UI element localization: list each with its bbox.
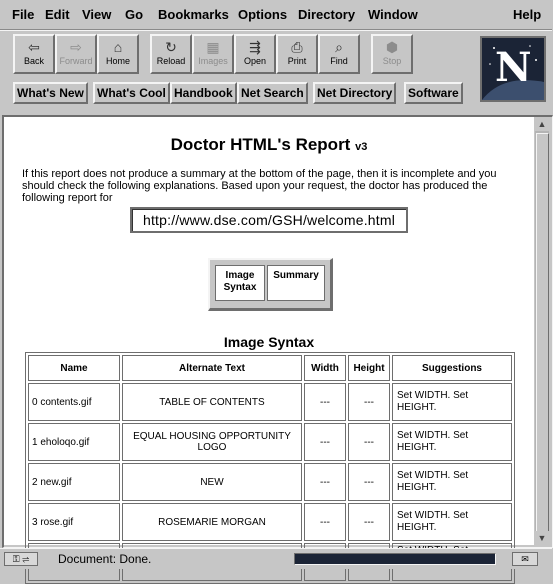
open-label: Open — [243, 56, 267, 66]
col-suggestions-header: Suggestions — [392, 355, 512, 381]
handbook-button[interactable]: Handbook — [170, 82, 237, 104]
cell-suggestions: Set WIDTH. Set HEIGHT. — [392, 383, 512, 421]
cell-alt: TABLE OF CONTENTS — [122, 383, 302, 421]
menu-window[interactable]: Window — [368, 7, 418, 22]
cell-height: --- — [348, 383, 390, 421]
vertical-scrollbar[interactable] — [535, 117, 549, 545]
menu-bar — [0, 0, 552, 30]
netscape-logo[interactable] — [480, 36, 546, 102]
nav-summary-link[interactable]: Summary — [267, 265, 325, 301]
table-row — [28, 383, 512, 421]
page-version: v3 — [355, 141, 368, 153]
menu-help[interactable]: Help — [513, 7, 542, 22]
whats-cool-button[interactable]: What's Cool — [93, 82, 170, 104]
report-nav — [208, 258, 333, 311]
back-label: Back — [23, 56, 44, 66]
stop-icon: ⬢ — [385, 39, 399, 55]
table-row — [28, 463, 512, 501]
home-button[interactable] — [97, 34, 139, 74]
table-row — [28, 503, 512, 541]
menu-edit[interactable]: Edit — [45, 7, 70, 22]
status-bar — [0, 548, 552, 569]
menu-file[interactable]: File — [12, 7, 35, 22]
menu-view[interactable]: View — [82, 7, 112, 22]
back-button[interactable] — [13, 34, 55, 74]
cell-alt: EQUAL HOUSING OPPORTUNITY LOGO — [122, 423, 302, 461]
reload-label: Reload — [156, 56, 186, 66]
stop-button[interactable] — [371, 34, 413, 74]
table-row — [28, 423, 512, 461]
home-icon: ⌂ — [113, 39, 123, 55]
cell-width: --- — [304, 383, 346, 421]
nav-image-syntax-link[interactable]: Image Syntax — [215, 265, 265, 301]
page-content — [4, 117, 534, 545]
reload-button[interactable] — [150, 34, 192, 74]
menu-go[interactable]: Go — [125, 7, 144, 22]
col-alt-header: Alternate Text — [122, 355, 302, 381]
page-title-text: Doctor HTML's Report — [170, 135, 351, 154]
find-label: Find — [330, 56, 348, 66]
menu-bookmarks[interactable]: Bookmarks — [158, 7, 229, 22]
page-title — [4, 135, 534, 155]
scroll-down-arrow-icon[interactable]: ▼ — [535, 531, 549, 545]
home-label: Home — [105, 56, 130, 66]
scroll-thumb[interactable] — [536, 133, 549, 545]
security-key-icon[interactable]: ⚿ ⇌ — [4, 552, 38, 566]
progress-fill — [295, 554, 495, 564]
images-icon: ▦ — [206, 39, 220, 55]
cell-height: --- — [348, 423, 390, 461]
images-button[interactable] — [192, 34, 234, 74]
net-search-button[interactable]: Net Search — [237, 82, 308, 104]
software-button[interactable]: Software — [404, 82, 463, 104]
reload-icon: ↻ — [165, 39, 177, 55]
cell-suggestions: Set WIDTH. Set HEIGHT. — [392, 463, 512, 501]
back-arrow-icon: ⇦ — [28, 39, 40, 55]
cell-width: --- — [304, 463, 346, 501]
cell-height: --- — [348, 463, 390, 501]
logo-letter: N — [495, 44, 532, 91]
cell-width: --- — [304, 423, 346, 461]
images-label: Images — [198, 56, 228, 66]
cell-name: 0 contents.gif — [28, 383, 120, 421]
whats-new-button[interactable]: What's New — [13, 82, 88, 104]
forward-label: Forward — [59, 56, 93, 66]
intro-text: If this report does not produce a summary at the bottom of the page, then it is incomplete and you should check the following explanations. Based upon your request, the doctor has produced the following report for — [22, 168, 497, 204]
stop-label: Stop — [382, 56, 402, 66]
menu-options[interactable]: Options — [238, 7, 288, 22]
open-icon: ⇶ — [249, 39, 261, 55]
cell-name: 1 eholoqo.gif — [28, 423, 120, 461]
forward-button[interactable] — [55, 34, 97, 74]
cell-alt: NEW — [122, 463, 302, 501]
col-width-header: Width — [304, 355, 346, 381]
progress-bar — [294, 553, 496, 565]
mail-icon[interactable]: ✉ — [512, 552, 538, 566]
print-label: Print — [287, 56, 307, 66]
net-directory-button[interactable]: Net Directory — [313, 82, 396, 104]
print-icon: ⎙ — [291, 39, 303, 55]
find-icon: ⌕ — [335, 39, 343, 55]
col-height-header: Height — [348, 355, 390, 381]
status-text: Document: Done. — [58, 552, 152, 566]
report-url: http://www.dse.com/GSH/welcome.html — [130, 207, 408, 233]
menu-directory[interactable]: Directory — [298, 7, 356, 22]
open-button[interactable] — [234, 34, 276, 74]
table-header-row — [28, 355, 512, 381]
cell-name: 2 new.gif — [28, 463, 120, 501]
cell-suggestions: Set WIDTH. Set HEIGHT. — [392, 423, 512, 461]
cell-alt: ROSEMARIE MORGAN — [122, 503, 302, 541]
scroll-up-arrow-icon[interactable]: ▲ — [535, 117, 549, 131]
cell-height: --- — [348, 503, 390, 541]
forward-arrow-icon: ⇨ — [70, 39, 82, 55]
section-title: Image Syntax — [223, 334, 315, 350]
find-button[interactable] — [318, 34, 360, 74]
col-name-header: Name — [28, 355, 120, 381]
toolbar — [0, 30, 552, 111]
cell-suggestions: Set WIDTH. Set HEIGHT. — [392, 503, 512, 541]
print-button[interactable] — [276, 34, 318, 74]
cell-width: --- — [304, 503, 346, 541]
cell-name: 3 rose.gif — [28, 503, 120, 541]
